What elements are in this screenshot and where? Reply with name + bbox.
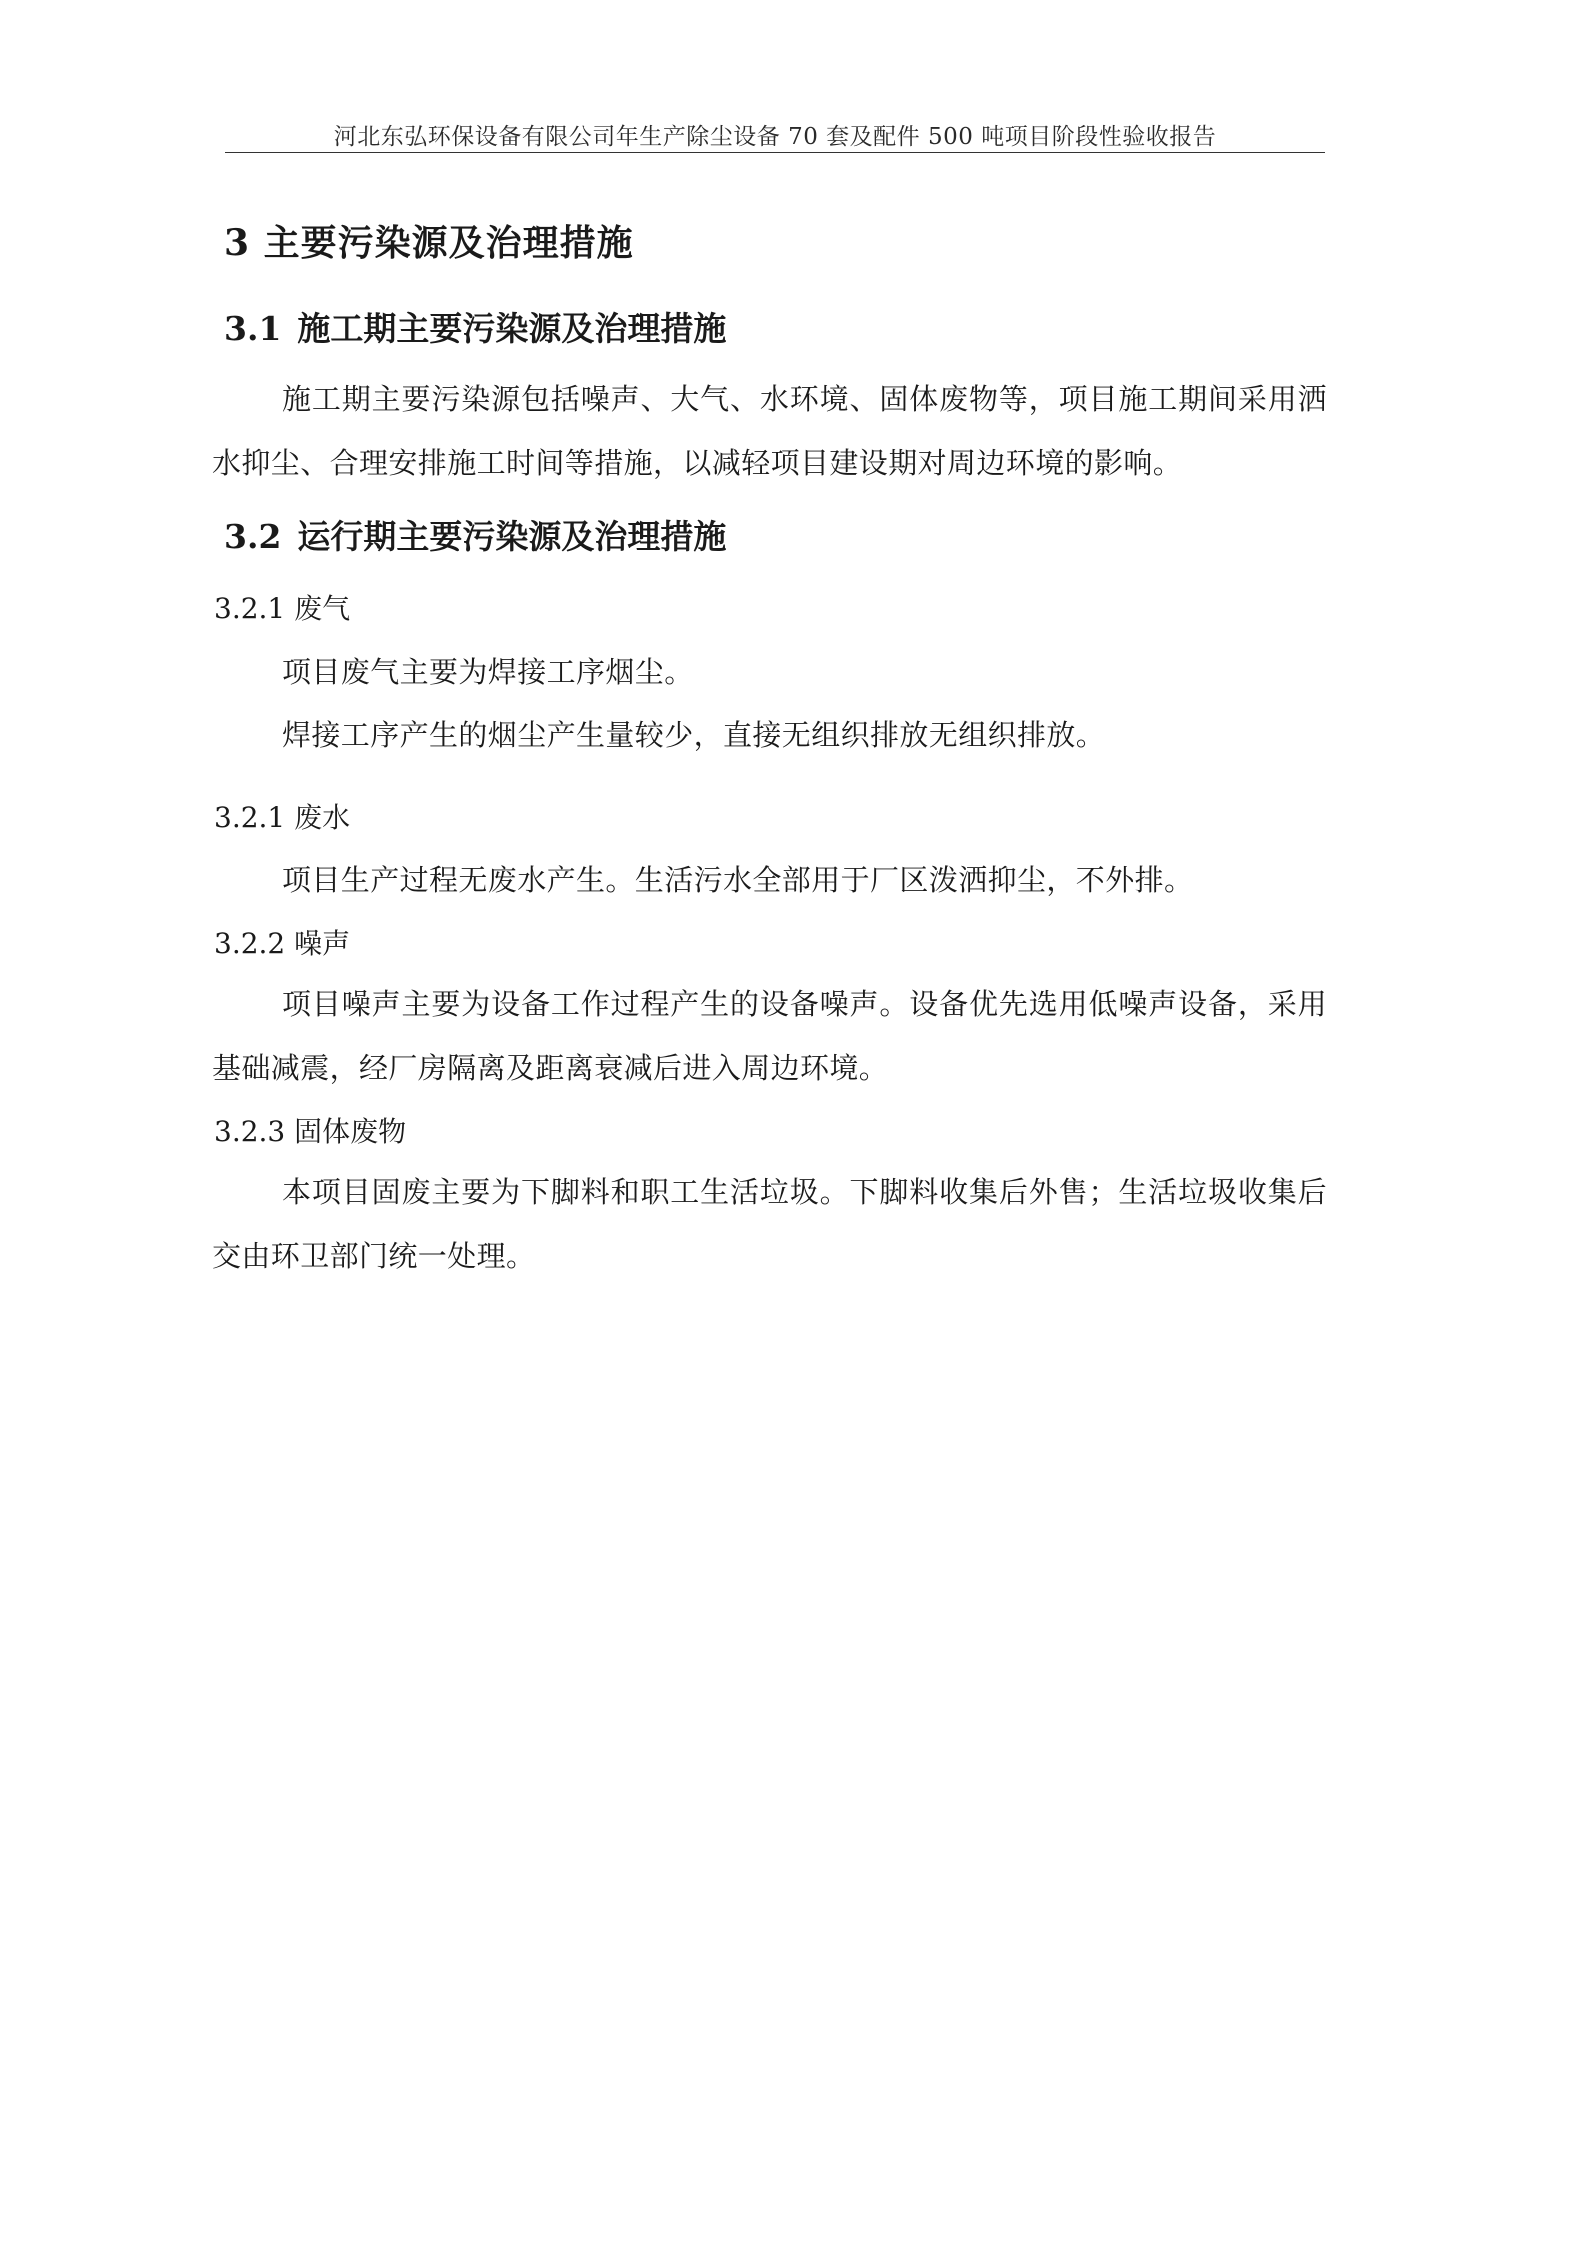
section-3-1-heading [224,303,726,350]
solid-waste-body: 本项目固废主要为下脚料和职工生活垃圾。下脚料收集后外售；生活垃圾收集后交由环卫部门统一处理。 [212,1175,1327,1273]
section-3-1-body: 施工期主要污染源包括噪声、大气、水环境、固体废物等，项目施工期间采用洒水抑尘、合理安排施工时间等措施，以减轻项目建设期对周边环境的影响。 [212,382,1327,480]
section-3-heading: 3 主要污染源及治理措施 [224,222,634,264]
waste-water-body: 项目生产过程无废水产生。生活污水全部用于厂区泼洒抑尘，不外排。 [282,863,1194,897]
running-header: 河北东弘环保设备有限公司年生产除尘设备 70 套及配件 500 吨项目阶段性验收报告 [333,124,1217,150]
section-3-2-title: 运行期主要污染源及治理措施 [297,517,727,556]
waste-gas-heading: 3.2.1 废气 [214,592,351,625]
section-3-2-number: 3.2 [224,517,282,556]
waste-gas-line-1: 项目废气主要为焊接工序烟尘。 [282,655,694,689]
noise-heading: 3.2.2 噪声 [214,927,351,960]
waste-gas-line-2: 焊接工序产生的烟尘产生量较少，直接无组织排放无组织排放。 [282,718,1106,752]
solid-waste-heading: 3.2.3 固体废物 [214,1115,407,1148]
section-3-2-heading [224,511,726,558]
noise-body: 项目噪声主要为设备工作过程产生的设备噪声。设备优先选用低噪声设备，采用基础减震，经厂房隔离及距离衰减后进入周边环境。 [212,987,1327,1085]
header-rule [225,152,1325,153]
section-3-1-number: 3.1 [224,309,282,348]
section-3-1-title: 施工期主要污染源及治理措施 [297,309,727,348]
waste-water-heading: 3.2.1 废水 [214,801,351,834]
